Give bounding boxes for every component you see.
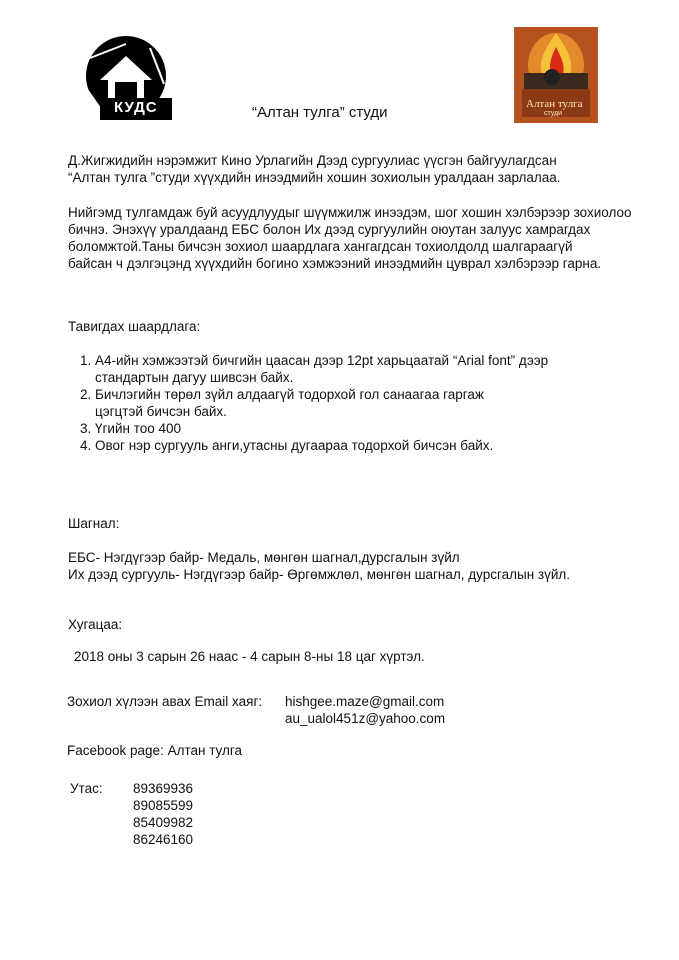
requirements-list	[80, 352, 548, 454]
list-number: 3.	[80, 421, 92, 436]
email-list	[285, 693, 445, 727]
list-item	[80, 420, 548, 437]
studio-title: “Алтан тулга” студи	[252, 104, 388, 121]
phone-number: 85409982	[133, 815, 194, 830]
prize-line: Их дээд сургууль- Нэгдүгээр байр- Өргөмжлөл, мөнгөн шагнал, дурсгалын зүйл.	[68, 567, 571, 582]
prize-heading: Шагнал:	[68, 516, 120, 531]
altan-tulga-logo-title: Алтан тулга	[526, 98, 583, 110]
phone-label: Утас:	[70, 781, 103, 796]
list-text: А4-ийн хэмжээтэй бичгийн цаасан дээр 12pt харьцаатай “Arial font” дээр	[95, 353, 549, 368]
list-item	[80, 386, 548, 403]
intro-line: “Алтан тулга ”студи хүүхдийн инээдмийн хошин зохиолын уралдаан зарлалаа.	[68, 170, 561, 185]
paragraph-line: боломжтой.Таны бичсэн зохиол шаардлага хангагдсан тохиолдолд шалгараагүй	[68, 239, 573, 254]
deadline-text: 2018 оны 3 сарын 26 наас - 4 сарын 8-ны 18 цаг хүртэл.	[74, 649, 425, 664]
facebook-page: Facebook page: Алтан тулга	[67, 743, 242, 758]
list-text: Үгийн тоо 400	[95, 421, 182, 436]
list-text: Овог нэр сургууль анги,утасны дугаараа тодорхой бичсэн байх.	[95, 438, 494, 453]
kuds-logo-text: КУДС	[114, 99, 158, 116]
paragraph-line: Нийгэмд тулгамдаж буй асуудлуудыг шүүмжилж инээдэм, шог хошин хэлбэрээр зохиолоо	[68, 205, 632, 220]
altan-tulga-logo-subtitle: студи	[544, 110, 563, 117]
intro-line: Д.Жигжидийн нэрэмжит Кино Урлагийн Дээд сургуулиас үүсгэн байгуулагдсан	[68, 153, 557, 168]
requirements-heading: Тавигдах шаардлага:	[68, 319, 201, 334]
kuds-logo	[80, 36, 172, 128]
altan-tulga-logo	[514, 27, 598, 123]
paragraph-line: бичнэ. Энэхүү уралдаанд ЕБС болон Их дээд сургуулийн оюутан залуус хамрагдах	[68, 222, 591, 237]
intro-text	[68, 152, 561, 186]
list-item	[80, 437, 548, 454]
email-address: hishgee.maze@gmail.com	[285, 694, 445, 709]
list-item-continuation: цэгцтэй бичсэн байх.	[95, 404, 227, 419]
phone-number: 86246160	[133, 832, 194, 847]
list-text: Бичлэгийн төрөл зүйл алдаагүй тодорхой гол санаагаа гаргаж	[95, 387, 484, 402]
prize-line: ЕБС- Нэгдүгээр байр- Медаль, мөнгөн шагнал,дурсгалын зүйл	[68, 550, 460, 565]
email-address: au_ualol451z@yahoo.com	[285, 711, 446, 726]
phone-number: 89369936	[133, 781, 194, 796]
list-number: 1.	[80, 353, 92, 368]
description-paragraph	[68, 204, 632, 272]
phone-list	[133, 780, 193, 848]
prize-details	[68, 549, 570, 583]
list-number: 4.	[80, 438, 92, 453]
email-label: Зохиол хүлээн авах Email хаяг:	[67, 694, 263, 709]
paragraph-line: байсан ч дэлгэцэнд хүүхдийн богино хэмжээний инээдмийн цуврал хэлбэрээр гарна.	[68, 256, 602, 271]
list-item	[80, 352, 548, 369]
list-item-continuation: стандартын дагуу шивсэн байх.	[95, 370, 294, 385]
list-number: 2.	[80, 387, 92, 402]
deadline-heading: Хугацаа:	[68, 617, 123, 632]
phone-number: 89085599	[133, 798, 194, 813]
